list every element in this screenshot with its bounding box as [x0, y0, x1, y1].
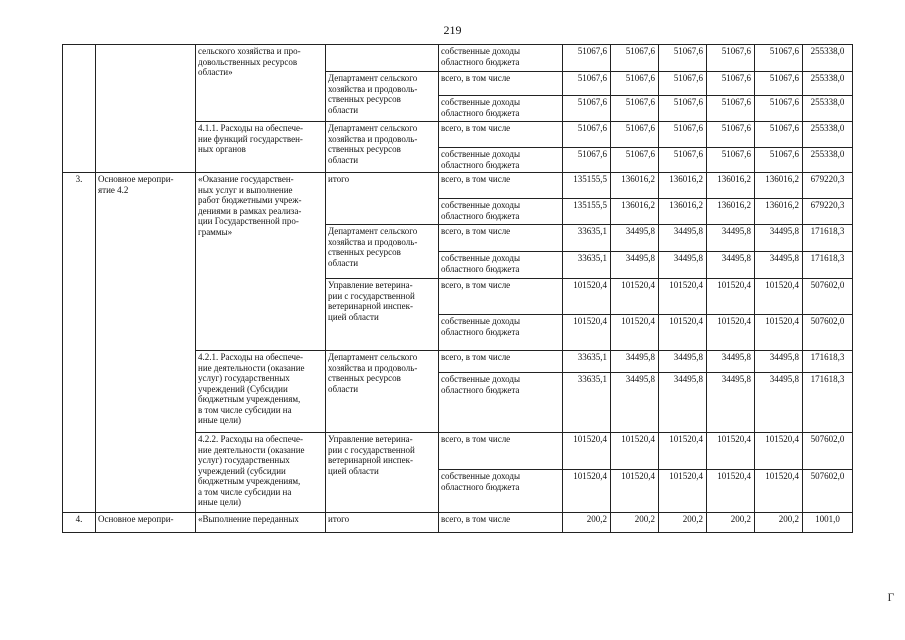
value-cell: 101520,4: [659, 470, 707, 513]
value-cell: 136016,2: [755, 173, 803, 199]
value-cell: 101520,4: [611, 315, 659, 351]
executor-cell: [326, 45, 439, 72]
value-cell: 34495,8: [659, 225, 707, 252]
executor-cell: Управление ветерина- рии с государственной ветеринарной инспек- цией области: [326, 279, 439, 351]
value-cell: 136016,2: [707, 173, 755, 199]
value-cell: 200,2: [611, 513, 659, 533]
value-cell: 136016,2: [611, 199, 659, 225]
value-cell: 34495,8: [611, 351, 659, 373]
executor-cell: Департамент сельского хозяйства и продоволь- ственных ресурсов области: [326, 122, 439, 173]
value-cell: 33635,1: [563, 252, 611, 279]
value-cell: 101520,4: [707, 433, 755, 470]
value-cell: 136016,2: [659, 199, 707, 225]
value-cell: 136016,2: [755, 199, 803, 225]
value-cell: 101520,4: [563, 470, 611, 513]
value-cell: 33635,1: [563, 225, 611, 252]
page-number: 219: [443, 23, 462, 37]
value-cell: 34495,8: [611, 252, 659, 279]
table-row: [63, 513, 853, 533]
program-name-cell: 4.1.1. Расходы на обеспече- ние функций государствен- ных органов: [196, 122, 326, 173]
executor-cell: Управление ветерина- рии с государственной ветеринарной инспек- цией области: [326, 433, 439, 513]
program-name-cell: 4.2.2. Расходы на обеспече- ние деятельности (оказание услуг) государственных учреждений (субсидии бюджетным учреждениям, а том числе субсидии на иные цели): [196, 433, 326, 513]
value-cell: 34495,8: [659, 351, 707, 373]
table-row: [63, 173, 853, 199]
value-cell: 51067,6: [563, 96, 611, 122]
value-cell: 33635,1: [563, 373, 611, 433]
total-cell: 507602,0: [803, 279, 853, 315]
value-cell: 101520,4: [659, 433, 707, 470]
total-cell: 171618,3: [803, 373, 853, 433]
executor-cell: Департамент сельского хозяйства и продоволь- ственных ресурсов области: [326, 225, 439, 279]
executor-cell: итого: [326, 513, 439, 533]
value-cell: 101520,4: [755, 279, 803, 315]
row-number-cell: 3.: [63, 173, 96, 513]
value-cell: 136016,2: [659, 173, 707, 199]
value-cell: 51067,6: [659, 72, 707, 96]
total-cell: 507602,0: [803, 433, 853, 470]
value-cell: 101520,4: [707, 279, 755, 315]
value-cell: 101520,4: [755, 433, 803, 470]
value-cell: 200,2: [659, 513, 707, 533]
value-cell: 51067,6: [755, 148, 803, 173]
value-cell: 101520,4: [611, 279, 659, 315]
value-cell: 51067,6: [659, 122, 707, 148]
value-cell: 51067,6: [707, 96, 755, 122]
table-row: [63, 45, 853, 72]
funding-source-cell: собственные доходы областного бюджета: [439, 470, 563, 513]
value-cell: 34495,8: [659, 373, 707, 433]
value-cell: 51067,6: [659, 148, 707, 173]
value-cell: 51067,6: [707, 122, 755, 148]
value-cell: 51067,6: [611, 148, 659, 173]
funding-source-cell: собственные доходы областного бюджета: [439, 315, 563, 351]
value-cell: 51067,6: [707, 72, 755, 96]
value-cell: 101520,4: [707, 470, 755, 513]
value-cell: 34495,8: [755, 252, 803, 279]
total-cell: 255338,0: [803, 72, 853, 96]
event-name-cell: [96, 45, 196, 173]
funding-source-cell: собственные доходы областного бюджета: [439, 199, 563, 225]
value-cell: 34495,8: [611, 225, 659, 252]
value-cell: 200,2: [563, 513, 611, 533]
total-cell: 255338,0: [803, 148, 853, 173]
total-cell: 255338,0: [803, 45, 853, 72]
value-cell: 34495,8: [707, 373, 755, 433]
event-name-cell: Основное меропри- ятие 4.2: [96, 173, 196, 513]
value-cell: 101520,4: [611, 470, 659, 513]
value-cell: 51067,6: [563, 45, 611, 72]
total-cell: 679220,3: [803, 173, 853, 199]
value-cell: 34495,8: [707, 351, 755, 373]
value-cell: 33635,1: [563, 351, 611, 373]
value-cell: 51067,6: [611, 45, 659, 72]
funding-source-cell: собственные доходы областного бюджета: [439, 373, 563, 433]
total-cell: 171618,3: [803, 225, 853, 252]
total-cell: 255338,0: [803, 122, 853, 148]
value-cell: 136016,2: [707, 199, 755, 225]
value-cell: 34495,8: [755, 225, 803, 252]
total-cell: 1001,0: [803, 513, 853, 533]
value-cell: 200,2: [707, 513, 755, 533]
event-name-cell: Основное меропри-: [96, 513, 196, 533]
funding-source-cell: всего, в том числе: [439, 279, 563, 315]
value-cell: 34495,8: [611, 373, 659, 433]
value-cell: 101520,4: [563, 433, 611, 470]
program-name-cell: 4.2.1. Расходы на обеспече- ние деятельности (оказание услуг) государственных учреждений (Субсидии бюджетным учреждениям, в том числе субсидии на иные цели): [196, 351, 326, 433]
value-cell: 101520,4: [755, 315, 803, 351]
total-cell: 255338,0: [803, 96, 853, 122]
budget-table: [62, 44, 853, 533]
value-cell: 101520,4: [563, 315, 611, 351]
value-cell: 51067,6: [611, 72, 659, 96]
funding-source-cell: собственные доходы областного бюджета: [439, 252, 563, 279]
funding-source-cell: собственные доходы областного бюджета: [439, 148, 563, 173]
value-cell: 34495,8: [659, 252, 707, 279]
total-cell: 171618,3: [803, 351, 853, 373]
value-cell: 51067,6: [659, 45, 707, 72]
funding-source-cell: всего, в том числе: [439, 122, 563, 148]
value-cell: 101520,4: [707, 315, 755, 351]
value-cell: 51067,6: [659, 96, 707, 122]
value-cell: 51067,6: [755, 96, 803, 122]
total-cell: 507602,0: [803, 470, 853, 513]
margin-mark: Г: [887, 590, 895, 604]
value-cell: 51067,6: [707, 45, 755, 72]
funding-source-cell: всего, в том числе: [439, 513, 563, 533]
value-cell: 34495,8: [707, 252, 755, 279]
value-cell: 51067,6: [755, 122, 803, 148]
executor-cell: Департамент сельского хозяйства и продоволь- ственных ресурсов области: [326, 72, 439, 122]
value-cell: 200,2: [755, 513, 803, 533]
value-cell: 51067,6: [755, 72, 803, 96]
value-cell: 51067,6: [611, 122, 659, 148]
value-cell: 135155,5: [563, 199, 611, 225]
funding-source-cell: всего, в том числе: [439, 72, 563, 96]
program-name-cell: сельского хозяйства и про- довольственных ресурсов области»: [196, 45, 326, 122]
value-cell: 51067,6: [611, 96, 659, 122]
value-cell: 101520,4: [563, 279, 611, 315]
value-cell: 101520,4: [755, 470, 803, 513]
funding-source-cell: всего, в том числе: [439, 225, 563, 252]
funding-source-cell: всего, в том числе: [439, 433, 563, 470]
value-cell: 51067,6: [707, 148, 755, 173]
value-cell: 34495,8: [755, 351, 803, 373]
funding-source-cell: всего, в том числе: [439, 351, 563, 373]
total-cell: 679220,3: [803, 199, 853, 225]
value-cell: 51067,6: [563, 122, 611, 148]
value-cell: 34495,8: [707, 225, 755, 252]
executor-cell: итого: [326, 173, 439, 225]
funding-source-cell: собственные доходы областного бюджета: [439, 45, 563, 72]
program-name-cell: «Выполнение переданных: [196, 513, 326, 533]
program-name-cell: «Оказание государствен- ных услуг и выполнение работ бюджетными учреж- дениями в рамках реализа- ции Государственной про- граммы»: [196, 173, 326, 351]
funding-source-cell: собственные доходы областного бюджета: [439, 96, 563, 122]
total-cell: 507602,0: [803, 315, 853, 351]
value-cell: 51067,6: [563, 148, 611, 173]
value-cell: 136016,2: [611, 173, 659, 199]
funding-source-cell: всего, в том числе: [439, 173, 563, 199]
row-number-cell: 4.: [63, 513, 96, 533]
total-cell: 171618,3: [803, 252, 853, 279]
value-cell: 101520,4: [659, 315, 707, 351]
value-cell: 51067,6: [755, 45, 803, 72]
value-cell: 101520,4: [611, 433, 659, 470]
value-cell: 34495,8: [755, 373, 803, 433]
row-number-cell: [63, 45, 96, 173]
value-cell: 135155,5: [563, 173, 611, 199]
executor-cell: Департамент сельского хозяйства и продоволь- ственных ресурсов области: [326, 351, 439, 433]
value-cell: 51067,6: [563, 72, 611, 96]
value-cell: 101520,4: [659, 279, 707, 315]
